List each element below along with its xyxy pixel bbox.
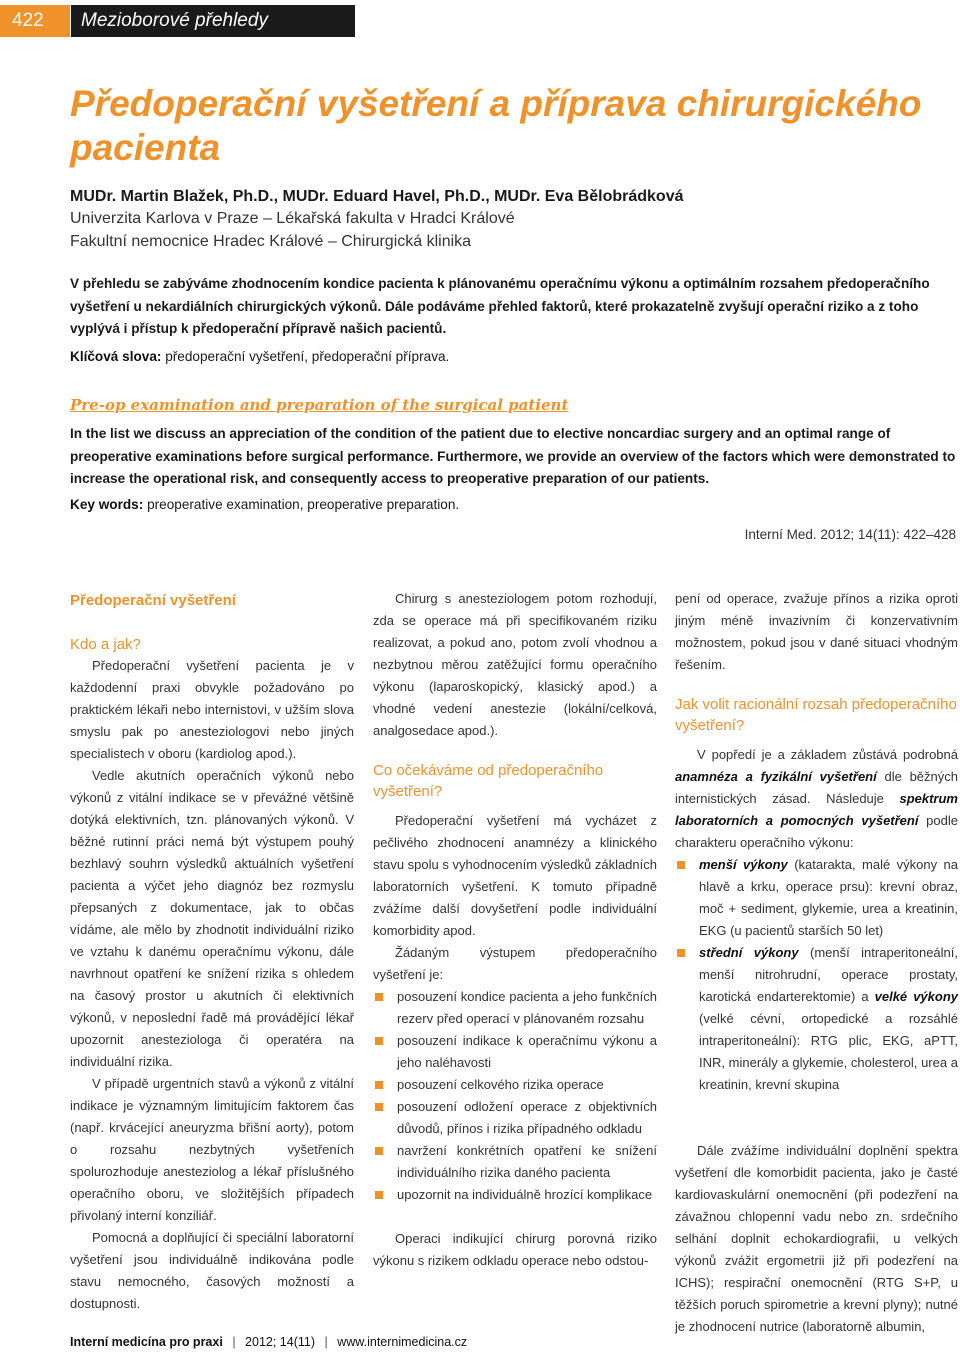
list-item-text: upozornit na individuálně hrozící komplikace [397,1187,653,1202]
expected-outputs-list [373,986,657,1206]
col2-paragraph-3: Žádaným výstupem předoperačního vyšetření je: [373,945,657,982]
bullet-square-icon [375,1103,383,1111]
col1-paragraph-4: Pomocná a doplňující či speciální laboratorní vyšetření jsou individuálně indikována podle stavu nemocného, časových možností a dostupnosti. [70,1230,354,1311]
col2-paragraph-2: Předoperační vyšetření má vycházet z pečlivého zhodnocení anamnézy a klinického stavu spolu s vyhodnocením výsledků základních laboratorních vyšetření. K tomuto případně zvážíme další dovyšetření podle individuální komorbidity apod. [373,813,657,938]
subheading-rational-scope: Jak volit racionální rozsah předoperačního vyšetření? [675,696,957,734]
list-item-text: posouzení indikace k operačnímu výkonu a jeho naléhavosti [397,1033,657,1070]
keywords-en [70,494,958,517]
col2-paragraph-1: Chirurg s anesteziologem potom rozhodují, zda se operace má při specifikovaném riziku realizovat, a pokud ano, potom zvolí vhodnou a nezbytnou měrou zatěžující formu operačního výkonu (laparoskopický, klasický apod.) a vhodné vedení anestezie (lokální/celková, analgosedace apod.). [373,591,657,738]
bullet-square-icon [375,1081,383,1089]
bullet-square-icon [375,1191,383,1199]
column-3 [675,588,958,1338]
english-title: Pre-op examination and preparation of the surgical patient [70,396,569,414]
list-item [373,1184,657,1206]
article-title: Předoperační vyšetření a příprava chirurgického pacienta [70,83,922,168]
abstract-en: In the list we discuss an appreciation of the condition of the patient due to elective noncardiac surgery and an optimal range of preoperative examinations before surgical performance. Furthermore, we provide an overview of the factors which were demonstrated to increase the operational risk, and consequently access to preoperative preparation of our patients. [70,426,956,486]
footer-separator: | [232,1335,236,1349]
footer-url[interactable]: www.internimedicina.cz [337,1335,468,1349]
subheading-expectations: Co očekáváme od předoperačního vyšetření? [373,762,604,800]
text-run: podle charakteru operačního výkonu: [675,813,958,850]
list-item-text: posouzení odložení operace z objektivních důvodů, přínos i rizika případného odkladu [397,1099,657,1136]
keywords-cz [70,346,958,369]
article-authors: MUDr. Martin Blažek, Ph.D., MUDr. Eduard Havel, Ph.D., MUDr. Eva Bělobrádková [70,188,684,205]
list-item-text: posouzení kondice pacienta a jeho funkčních rezerv před operací v plánovaném rozsahu [397,989,657,1026]
emphasis-medium: střední výkony [699,945,799,960]
citation: Interní Med. 2012; 14(11): 422–428 [744,527,956,542]
col3-paragraph-3: Dále zvážíme individuální doplnění spektra vyšetření dle komorbidit pacienta, jako je časté kardiovaskulární onemocnění (při podezření na závažnou chlopenní vadu nebo zn. srdečního selhání doplnit echokardiografii, u velkých výkonů zvážit ergometrii již při podezření na ICHS); respirační onemocnění (RTG S+P, u těžších poruch spirometrie a krevní plyny); nutné je zhodnocení nutrice (laboratorně albumin, [675,1143,958,1334]
list-item [373,1030,657,1074]
list-item [675,854,958,942]
col2-paragraph-4: Operaci indikující chirurg porovná riziko výkonu s rizikem odkladu operace nebo odstou- [373,1231,657,1268]
col1-paragraph-1: Předoperační vyšetření pacienta je v každodenní praxi obvykle požadováno po praktickém lékaři nebo internistovi, v užším slova smyslu pak po anesteziologovi nebo jiných specialistech v oboru (kardiolog apod.). [70,658,354,761]
keywords-cz-value: předoperační vyšetření, předoperační příprava. [165,349,450,364]
bullet-square-icon [375,1037,383,1045]
text-run: V popředí je a základem zůstává podrobná [697,747,958,762]
keywords-en-value: preoperative examination, preoperative preparation. [147,497,460,512]
list-item-text: posouzení celkového rizika operace [397,1077,604,1092]
affiliation-hospital: Fakultní nemocnice Hradec Králové – Chirurgická klinika [70,233,472,250]
col1-paragraph-3: V případě urgentních stavů a výkonů z vitální indikace je významným limitujícím faktorem čas (např. krvácející aneuryzma břišní aorty), potom o rozsahu nezbytných vyšetřeních spolurozhoduje anesteziolog a lékař příslušného operačního oboru, ve složitějších případech přivolaný interní konziliář. [70,1076,354,1223]
col1-paragraph-2: Vedle akutních operačních výkonů nebo výkonů z vitální indikace se v převážné většině dotýká elektivních, tzn. plánovaných výkonů. V běžné rutinní práci nemá být výstupem pouhý bezhlavý souhrn výsledků aktuálních vyšetření pacienta a výčet jeho diagnóz bez rozmyslu přepsaných z dokumentace, jak to občas vídáme, ale mělo by zhodnotit individuální riziko ve vztahu k danému operačnímu výkonu, dále navrhnout opatření ke snížení rizika s ohledem na časový prostor u akutních či elektivních výkonů, v neposlední řadě má provádějící lékař upozornit anesteziologa či operatéra na individuální rizika. [70,768,354,1069]
list-item [373,1074,657,1096]
emphasis-anamnesis: anamnéza a fyzikální vyšetření [675,769,877,784]
bullet-square-icon [375,1147,383,1155]
list-item [675,942,958,1096]
page-number: 422 [0,5,70,37]
footer-issue: 2012; 14(11) [245,1335,316,1349]
section-heading-preop: Předoperační vyšetření [70,592,236,609]
footer-journal: Interní medicína pro praxi [70,1335,223,1349]
bullet-square-icon [677,861,685,869]
list-item [373,1096,657,1140]
subheading-who-how: Kdo a jak? [70,636,141,653]
column-2 [373,588,657,1272]
column-1 [70,588,354,1315]
emphasis-lab-spectrum: spektrum laboratorních a pomocných vyšetření [675,791,958,828]
bullet-square-icon [677,949,685,957]
emphasis-minor: menší výkony [699,857,788,872]
section-label: Mezioborové přehledy [71,5,355,37]
list-item-text: navržení konkrétních opatření ke snížení individuálního rizika daného pacienta [397,1143,657,1180]
affiliation-university: Univerzita Karlova v Praze – Lékařská fakulta v Hradci Králové [70,210,515,227]
col3-paragraph-2 [675,744,958,854]
col3-paragraph-1: pení od operace, zvažuje přínos a rizika oproti jiným méně invazivním či konzervativním možnostem, pokud jsou v dané situaci vhodným řešením. [675,591,958,672]
page-footer [70,1335,467,1349]
abstract-cz: V přehledu se zabýváme zhodnocením kondice pacienta k plánovanému operačnímu výkonu a optimálním rozsahem předoperačního vyšetření u nekardiálních chirurgických výkonů. Dále podáváme přehled faktorů, které prokazatelně zvyšují operační riziko a z toho vyplývá i přístup k předoperační přípravě našich pacientů. [70,276,930,336]
list-item-text: (katarakta, malé výkony na hlavě a krku, operace prsu): krevní obraz, moč + sediment, glykemie, urea a kreatinin, EKG (u pacientů starších 50 let) [699,857,958,938]
bullet-square-icon [375,993,383,1001]
emphasis-major: velké výkony [874,989,958,1004]
list-item [373,1140,657,1184]
list-item-text: (velké cévní, ortopedické a rozsáhlé intraperitoneální): RTG plic, EKG, aPTT, INR, minerály a glykemie, cholesterol, urea a kreatinin, krevní skupina [699,1011,958,1092]
keywords-cz-label: Klíčová slova: [70,349,162,364]
list-item [373,986,657,1030]
text-run: dle běžných internistických zásad. Následuje [675,769,959,806]
footer-separator: | [324,1335,328,1349]
procedure-list [675,854,958,1096]
list-item-text: (menší intraperitoneální, menší nitrohrudní, operace prostaty, karotická endarterektomie) a [699,945,958,1004]
keywords-en-label: Key words: [70,497,144,512]
